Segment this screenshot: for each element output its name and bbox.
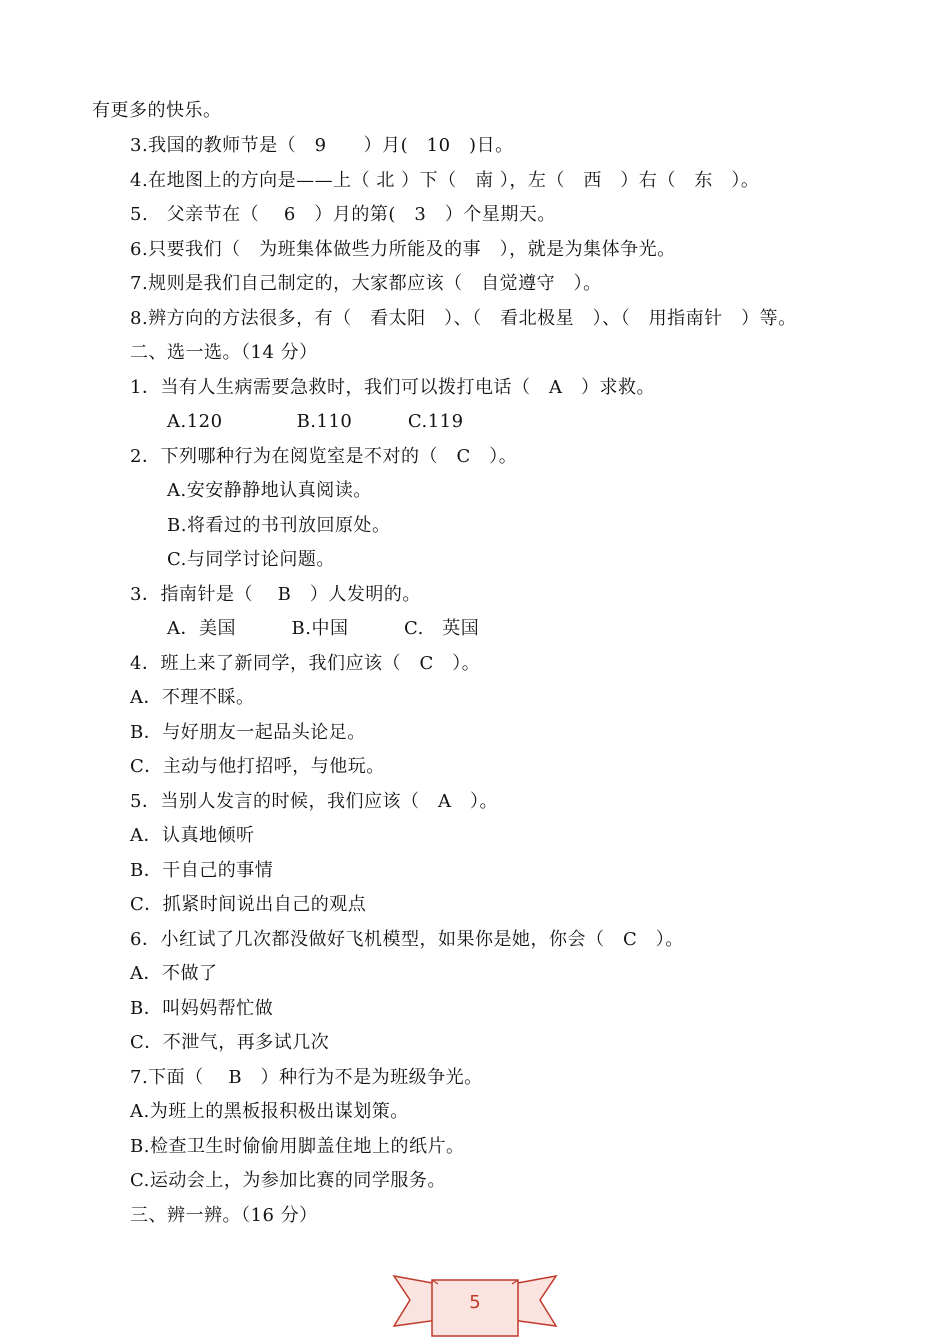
question-direction-methods: 8.辨方向的方法很多，有（ 看太阳 ）、（ 看北极星 ）、（ 用指南针 ）等。 bbox=[130, 308, 797, 329]
option-line: C．抓紧时间说出自己的观点 bbox=[130, 894, 367, 915]
option-line: A.为班上的黑板报积极出谋划策。 bbox=[130, 1101, 409, 1122]
option-line: A．不做了 bbox=[130, 963, 218, 984]
question-class-honor: 7.下面（ B ）种行为不是为班级争光。 bbox=[130, 1067, 483, 1088]
question-reading-room: 2．下列哪种行为在阅览室是不对的（ C ）。 bbox=[130, 446, 518, 467]
option-line: B．叫妈妈帮忙做 bbox=[130, 998, 274, 1019]
text-line: 有更多的快乐。 bbox=[92, 100, 222, 121]
page-number-ribbon bbox=[392, 1270, 558, 1342]
option-line: B．与好朋友一起品头论足。 bbox=[130, 722, 366, 743]
option-line: B.检查卫生时偷偷用脚盖住地上的纸片。 bbox=[130, 1136, 465, 1157]
option-line: C.运动会上，为参加比赛的同学服务。 bbox=[130, 1170, 446, 1191]
question-listening: 5．当别人发言的时候，我们应该（ A ）。 bbox=[130, 791, 498, 812]
section-heading-choose: 二、选一选。（14 分） bbox=[130, 342, 318, 363]
question-teachers-day: 3.我国的教师节是（ 9 ）月( 10 )日。 bbox=[130, 135, 514, 156]
question-emergency-call: 1．当有人生病需要急救时，我们可以拨打电话（ A ）求救。 bbox=[130, 377, 655, 398]
option-line: B．干自己的事情 bbox=[130, 860, 274, 881]
section-heading-judge: 三、辨一辨。（16 分） bbox=[130, 1205, 318, 1226]
page-number: 5 bbox=[469, 1292, 481, 1313]
options-line: A.120 B.110 C.119 bbox=[167, 411, 464, 432]
options-line: A．美国 B.中国 C. 英国 bbox=[167, 618, 480, 639]
question-new-classmate: 4．班上来了新同学，我们应该（ C ）。 bbox=[130, 653, 481, 674]
option-line: C.与同学讨论问题。 bbox=[167, 549, 335, 570]
option-line: A.安安静静地认真阅读。 bbox=[167, 480, 372, 501]
option-line: A．不理不睬。 bbox=[130, 687, 255, 708]
question-rules: 7.规则是我们自己制定的，大家都应该（ 自觉遵守 ）。 bbox=[130, 273, 602, 294]
option-line: A．认真地倾听 bbox=[130, 825, 255, 846]
question-fathers-day: 5. 父亲节在（ 6 ）月的第( 3 ）个星期天。 bbox=[130, 204, 556, 225]
question-map-directions: 4.在地图上的方向是——上（ 北 ）下（ 南 ），左（ 西 ）右（ 东 ）。 bbox=[130, 170, 760, 191]
option-line: B.将看过的书刊放回原处。 bbox=[167, 515, 391, 536]
option-line: C．主动与他打招呼，与他玩。 bbox=[130, 756, 385, 777]
question-collective: 6.只要我们（ 为班集体做些力所能及的事 ），就是为集体争光。 bbox=[130, 239, 676, 260]
option-line: C．不泄气，再多试几次 bbox=[130, 1032, 330, 1053]
question-airplane-model: 6．小红试了几次都没做好飞机模型，如果你是她，你会（ C ）。 bbox=[130, 929, 684, 950]
question-compass: 3．指南针是（ B ）人发明的。 bbox=[130, 584, 421, 605]
